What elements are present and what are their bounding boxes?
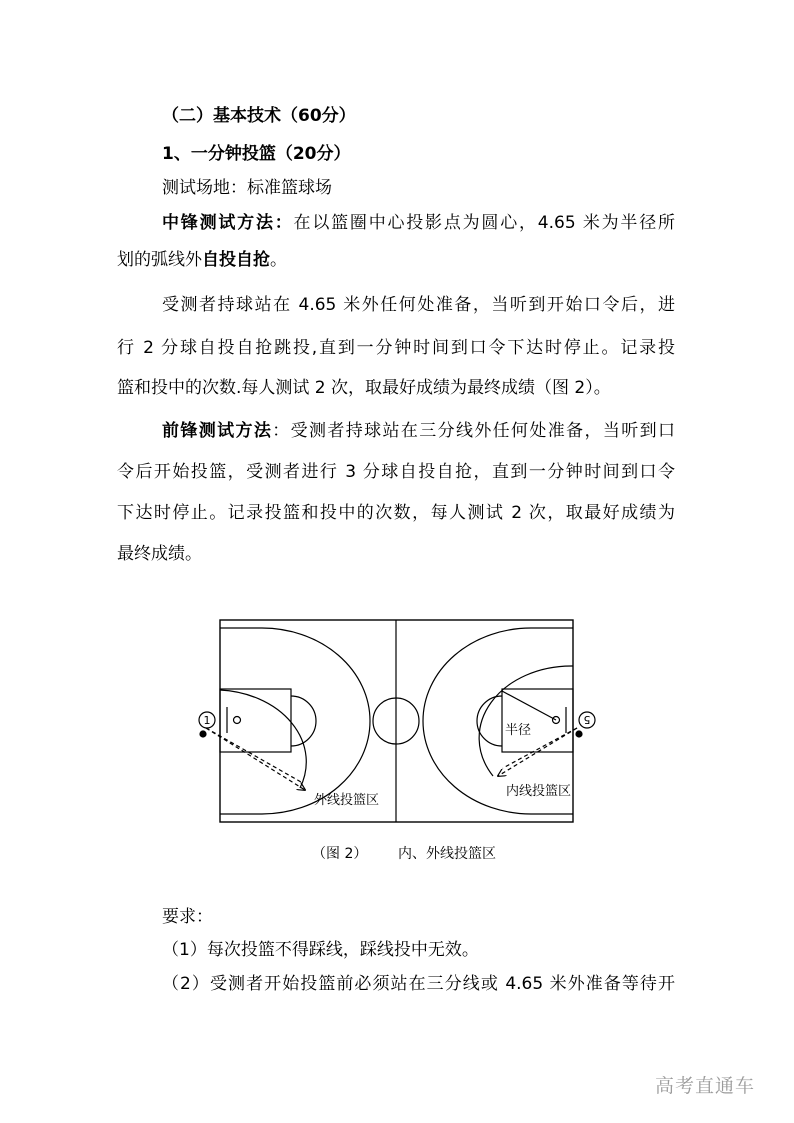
center-method-line2: [117, 248, 287, 272]
right-free-throw-arc: [477, 696, 502, 746]
right-position-number: 5: [583, 713, 591, 726]
section-heading: （二）基本技术（60分）: [162, 106, 356, 126]
court-diagram: [0, 610, 794, 870]
requirements-title: 要求：: [162, 907, 213, 927]
radius-label: 半径: [505, 723, 532, 738]
center-method-bold: 自投自抢: [202, 250, 270, 270]
left-three-point-arc: [220, 628, 370, 814]
para2-line1: 受测者持球站在 4.65 米外任何处准备，当听到开始口令后，进: [162, 295, 675, 315]
requirement-item-1: （1）每次投篮不得踩线，踩线投中无效。: [162, 940, 479, 960]
forward-method-line2: 令后开始投篮，受测者进行 3 分球自投自抢，直到一分钟时间到口令: [117, 462, 675, 482]
left-half-court: [199, 628, 379, 814]
right-ball: [576, 731, 582, 737]
forward-method-colon: ：: [272, 421, 291, 441]
left-inner-arc: [220, 690, 306, 788]
venue-text: 测试场地：标准篮球场: [162, 178, 332, 198]
forward-method-label: 前锋测试方法: [162, 421, 273, 441]
figure-caption-number: （图 2）: [312, 846, 368, 862]
watermark: 高考直通车: [655, 1075, 756, 1097]
forward-method-line3: 下达时停止。记录投篮和投中的次数，每人测试 2 次，取最好成绩为: [117, 503, 675, 523]
para2-line3: 篮和投中的次数.每人测试 2 次，取最好成绩为最终成绩（图 2）。: [117, 378, 611, 398]
right-paint: [502, 689, 573, 752]
radius-line: [502, 691, 556, 720]
right-half-court: [423, 628, 595, 814]
forward-method-text1: 受测者持球站在三分线外任何处准备，当听到口: [290, 421, 676, 441]
center-method-text2: 划的弧线外: [117, 250, 202, 270]
para2-line2: 行 2 分球自投自抢跳投,直到一分钟时间到口令下达时停止。记录投: [117, 338, 675, 358]
requirement-item-2: （2）受测者开始投篮前必须站在三分线或 4.65 米外准备等待开: [162, 974, 675, 994]
center-method-end: 。: [270, 250, 287, 270]
center-method-text1: 在以篮圈中心投影点为圆心，4.65 米为半径所: [293, 213, 675, 233]
figure-caption-text: 内、外线投篮区: [398, 846, 496, 862]
center-method-label: 中锋测试方法：: [162, 213, 294, 233]
outer-zone-label: 外线投篮区: [314, 793, 380, 808]
forward-method-line1: [162, 419, 675, 443]
left-free-throw-arc: [291, 696, 316, 746]
subsection-heading: 1、一分钟投篮（20分）: [162, 144, 351, 164]
left-position-number: 1: [203, 714, 211, 727]
forward-method-line4: 最终成绩。: [117, 544, 202, 564]
left-hoop: [234, 717, 241, 724]
left-shot-path-a: [206, 728, 305, 790]
center-method-line1: [162, 211, 675, 235]
inner-zone-label: 内线投篮区: [506, 784, 572, 799]
left-ball: [200, 731, 206, 737]
